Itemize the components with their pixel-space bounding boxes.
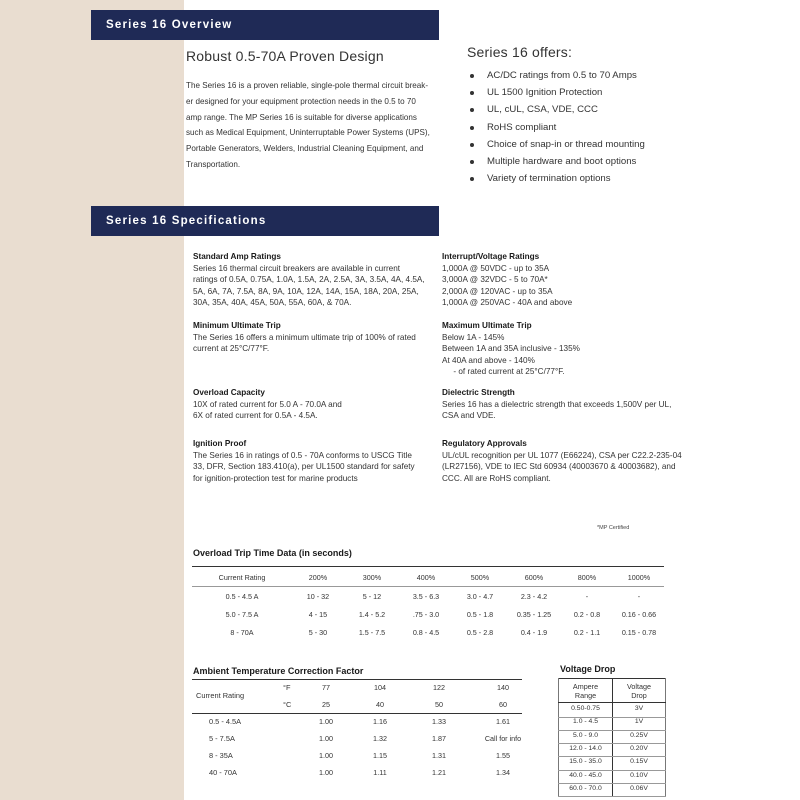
overload-table-cell: 0.15 - 0.78 — [621, 628, 657, 637]
overload-table-cell: 0.5 - 4.5 A — [225, 592, 259, 601]
offers-item-text: RoHS compliant — [487, 121, 557, 133]
spec-line: 2,000A @ 120VAC - up to 35A — [442, 286, 553, 296]
overload-table-cell: 5 - 12 — [362, 592, 382, 601]
overview-line: Transportation. — [186, 159, 241, 169]
overload-header-cell: 400% — [416, 573, 436, 582]
bullet-icon — [470, 74, 474, 78]
overload-table-cell: 0.4 - 1.9 — [520, 628, 548, 637]
ambient-temp-c: 40 — [376, 700, 384, 709]
voltage-table-cell: 0.06V — [630, 784, 648, 792]
offers-item-text: Variety of termination options — [487, 173, 611, 185]
sidebar-background-bottom — [0, 222, 184, 800]
ambient-table-cell: 1.11 — [373, 768, 387, 777]
voltage-header-cell: Voltage — [627, 682, 651, 691]
mp-certified-note: *MP Certified — [597, 525, 630, 531]
overload-table-cell: 0.5 - 2.8 — [466, 628, 494, 637]
overload-table-cell: 0.2 - 1.1 — [573, 628, 601, 637]
voltage-table-cell: 0.15V — [630, 758, 648, 766]
voltage-table-cell: 60.0 - 70.0 — [569, 784, 602, 792]
voltage-table-cell: 0.20V — [630, 744, 648, 752]
spec-title: Ignition Proof — [193, 439, 247, 448]
overview-banner: Series 16 Overview — [91, 10, 439, 40]
offers-item — [470, 119, 645, 136]
spec-line: Between 1A and 35A inclusive - 135% — [442, 344, 580, 354]
spec-line: The Series 16 offers a minimum ultimate trip of 100% of rated — [193, 332, 416, 342]
voltage-table-cell: 0.25V — [630, 731, 648, 739]
spec-line: CSA and VDE. — [442, 411, 496, 421]
spec-title: Overload Capacity — [193, 388, 265, 397]
ambient-temp-f: 104 — [374, 683, 386, 692]
voltage-table-cell: 0.50-0.75 — [571, 705, 600, 712]
overload-table-cell: 4 - 15 — [308, 610, 328, 619]
overload-header-cell: 800% — [577, 573, 597, 582]
spec-line: current at 25°C/77°F. — [193, 344, 270, 354]
voltage-table-right-border — [665, 678, 666, 796]
overload-table-cell: 0.5 - 1.8 — [466, 610, 494, 619]
overload-table-cell: 2.3 - 4.2 — [520, 592, 548, 601]
voltage-header-cell: Range — [574, 691, 597, 700]
spec-regulatory-approvals — [442, 438, 682, 484]
overload-table-cell: 0.8 - 4.5 — [412, 628, 440, 637]
ambient-unit-c: °C — [283, 700, 292, 709]
offers-item-text: AC/DC ratings from 0.5 to 70 Amps — [487, 70, 637, 81]
overload-table-cell: 3.0 - 4.7 — [466, 592, 494, 601]
overload-table-cell: - — [637, 592, 641, 601]
overload-table-cell: 5.0 - 7.5 A — [225, 610, 259, 619]
overload-header-cell: 600% — [524, 573, 544, 582]
ambient-table-cell: 1.21 — [432, 768, 446, 777]
ambient-table-cell: 1.32 — [373, 734, 387, 743]
overview-line: such as Medical Equipment, Uninterruptable Power Systems (UPS), — [186, 128, 430, 138]
offers-item — [470, 170, 645, 187]
voltage-table-cell: 5.0 - 9.0 — [573, 731, 598, 739]
spec-line: 33, DFR, Section 183.410(a), per UL1500 standard for safety — [193, 462, 415, 472]
ambient-row-label: 0.5 - 4.5A — [209, 717, 242, 726]
voltage-table-cell: 3V — [634, 705, 644, 712]
spec-line: 10X of rated current for 5.0 A - 70.0A and — [193, 399, 342, 409]
spec-title: Maximum Ultimate Trip — [442, 321, 532, 330]
voltage-table-cell: 40.0 - 45.0 — [569, 771, 602, 779]
ambient-temp-c: 50 — [435, 700, 443, 709]
overload-table-cell: 3.5 - 6.3 — [412, 592, 440, 601]
overload-table-cell: - — [585, 592, 589, 601]
overload-table-cell: 8 - 70A — [230, 628, 254, 637]
overload-header-cell: 200% — [308, 573, 328, 582]
voltage-table-cell: 0.10V — [630, 771, 648, 779]
offers-item — [470, 153, 645, 170]
voltage-table-cell: 12.0 - 14.0 — [569, 744, 602, 752]
ambient-table-cell: 1.16 — [373, 717, 387, 726]
bullet-icon — [470, 177, 474, 181]
ambient-table-cell: 1.00 — [319, 717, 333, 726]
spec-line: At 40A and above - 140% — [442, 355, 535, 365]
ambient-temp-f: 140 — [497, 683, 509, 692]
spec-line: 1,000A @ 250VAC - 40A and above — [442, 298, 573, 308]
spec-line: (LR27156), VDE to IEC Std 60934 (40003670 & 40003682), and — [442, 462, 676, 472]
overload-table-cell: 5 - 30 — [308, 628, 328, 637]
overload-table-cell: 0.35 - 1.25 — [516, 610, 552, 619]
ambient-temp-c: 25 — [322, 700, 330, 709]
overload-table-cell: .75 - 3.0 — [412, 610, 440, 619]
spec-line: 1,000A @ 50VDC - up to 35A — [442, 263, 550, 273]
overload-table-top-rule — [192, 566, 664, 567]
voltage-table-title: Voltage Drop — [560, 664, 616, 674]
ambient-table-cell: 1.34 — [496, 768, 510, 777]
spec-title: Dielectric Strength — [442, 388, 515, 397]
ambient-row-label: 40 - 70A — [209, 768, 237, 777]
ambient-table-cell: 1.55 — [496, 751, 510, 760]
spec-title: Interrupt/Voltage Ratings — [442, 252, 540, 261]
overview-line: The Series 16 is a proven reliable, single-pole thermal circuit break- — [186, 81, 429, 90]
offers-item-text: Choice of snap-in or thread mounting — [487, 138, 645, 150]
overload-table-cell: 0.2 - 0.8 — [573, 610, 601, 619]
spec-dielectric-strength — [442, 387, 671, 422]
voltage-table-cell: 15.0 - 35.0 — [569, 758, 602, 766]
voltage-header-cell: Drop — [631, 691, 647, 700]
spec-line: 5A, 6A, 7A, 7.5A, 8A, 9A, 10A, 12A, 14A, 15A, 18A, 20A, 25A, — [193, 286, 419, 296]
overview-heading: Robust 0.5-70A Proven Design — [186, 48, 384, 64]
spec-minimum-trip — [193, 320, 416, 355]
spec-line: ratings of 0.5A, 0.75A, 1.0A, 1.5A, 2A, 2.5A, 3A, 3.5A, 4A, 4.5A, — [193, 275, 425, 285]
overload-header-cell: Current Rating — [218, 573, 266, 582]
overload-header-cell: 500% — [470, 573, 490, 582]
overview-line: Portable Generators, Welders, Industrial Cleaning Equipment, and — [186, 144, 424, 154]
spec-line: 6X of rated current for 0.5A - 4.5A. — [193, 411, 318, 421]
voltage-table-cell: 1V — [634, 718, 644, 726]
ambient-table-cell: 1.87 — [432, 734, 446, 743]
offers-item — [470, 101, 645, 118]
ambient-table-cell: 1.33 — [432, 717, 446, 726]
overload-table-cell: 0.16 - 0.66 — [621, 610, 657, 619]
spec-line: CCC. All are RoHS compliant. — [442, 473, 551, 483]
voltage-table-cell: 1.0 - 4.5 — [573, 718, 598, 726]
ambient-row-label: Current Rating — [196, 691, 245, 700]
ambient-table-cell: 1.15 — [373, 751, 387, 760]
bullet-icon — [470, 160, 474, 164]
ambient-row-label: 8 - 35A — [209, 751, 233, 760]
ambient-temp-f: 77 — [322, 683, 330, 692]
spec-title: Standard Amp Ratings — [193, 252, 281, 261]
spec-ignition-proof — [193, 438, 415, 484]
spec-overload-capacity — [193, 387, 342, 422]
offers-title: Series 16 offers: — [467, 44, 573, 60]
overview-paragraph — [186, 78, 438, 173]
overload-table-cell: 10 - 32 — [306, 592, 330, 601]
voltage-row-rule — [558, 796, 666, 797]
overload-table-cell: 1.4 - 5.2 — [358, 610, 386, 619]
spec-interrupt-ratings — [442, 251, 572, 309]
offers-item-text: UL, cUL, CSA, VDE, CCC — [487, 104, 598, 116]
ambient-table-cell: 1.00 — [319, 768, 333, 777]
bullet-icon — [470, 108, 474, 112]
bullet-icon — [470, 143, 474, 147]
overload-header-rule — [192, 586, 664, 587]
ambient-table-cell: 1.00 — [319, 751, 333, 760]
ambient-temp-f: 122 — [433, 683, 445, 692]
ambient-unit-f: °F — [283, 683, 291, 692]
offers-item — [470, 136, 645, 153]
bullet-icon — [470, 126, 474, 130]
ambient-table-title: Ambient Temperature Correction Factor — [193, 666, 364, 676]
spec-line: Below 1A - 145% — [442, 332, 505, 342]
spec-maximum-trip — [442, 320, 580, 378]
spec-line: 3,000A @ 32VDC - 5 to 70A* — [442, 275, 548, 285]
ambient-table-cell: 1.00 — [319, 734, 333, 743]
spec-line: - of rated current at 25°C/77°F. — [442, 367, 565, 377]
overload-table-cell: 1.5 - 7.5 — [358, 628, 386, 637]
overload-header-cell: 1000% — [627, 573, 651, 582]
spec-line: 30A, 35A, 40A, 45A, 50A, 55A, 60A, & 70A. — [193, 298, 352, 308]
spec-line: Series 16 thermal circuit breakers are available in current — [193, 263, 401, 273]
spec-line: Series 16 has a dielectric strength that exceeds 1,500V per UL, — [442, 399, 672, 409]
overview-line: amp range. The MP Series 16 is suitable for diverse applications — [186, 112, 417, 122]
offers-item — [470, 84, 645, 101]
offers-list — [470, 67, 645, 187]
spec-line: UL/cUL recognition per UL 1077 (E66224), CSA per C22.2-235-04 — [442, 450, 682, 460]
ambient-table-cell: 1.61 — [496, 717, 510, 726]
overload-table-title: Overload Trip Time Data (in seconds) — [193, 548, 352, 558]
spec-title: Minimum Ultimate Trip — [193, 321, 281, 330]
overview-line: er designed for your equipment protection needs in the 0.5 to 70 — [186, 96, 416, 106]
spec-line: for ignition-protection test for marine products — [193, 473, 358, 483]
ambient-table-header-rule — [192, 713, 522, 714]
specifications-banner: Series 16 Specifications — [91, 206, 439, 236]
offers-item-text: UL 1500 Ignition Protection — [487, 87, 603, 99]
voltage-header-cell: Ampere — [572, 682, 599, 691]
bullet-icon — [470, 91, 474, 95]
ambient-row-label: 5 - 7.5A — [209, 734, 235, 743]
voltage-header-rule — [558, 702, 666, 703]
ambient-table-cell: 1.31 — [432, 751, 446, 760]
offers-item-text: Multiple hardware and boot options — [487, 156, 637, 168]
ambient-temp-c: 60 — [499, 700, 507, 709]
ambient-table-top-rule — [192, 679, 522, 680]
spec-title: Regulatory Approvals — [442, 439, 527, 448]
spec-amp-ratings — [193, 251, 425, 309]
overload-header-cell: 300% — [362, 573, 382, 582]
ambient-table-cell: Call for info — [484, 734, 522, 743]
spec-line: The Series 16 in ratings of 0.5 - 70A conforms to USCG Title — [193, 450, 412, 460]
offers-item — [470, 67, 645, 84]
